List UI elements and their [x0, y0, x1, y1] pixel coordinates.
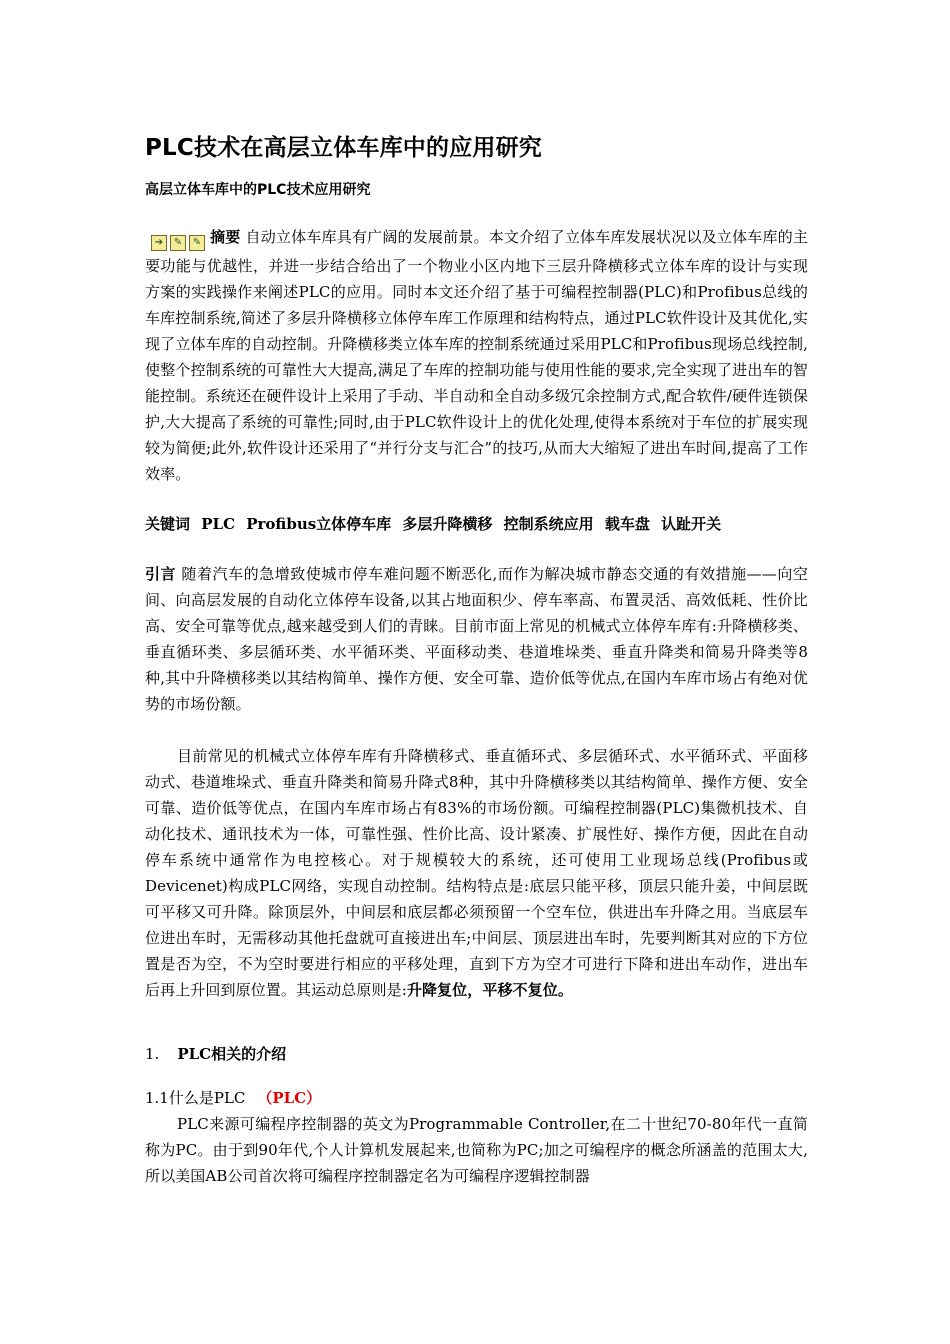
paragraph-text: 目前常见的机械式立体停车库有升降横移式、垂直循环式、多层循环式、水平循环式、平面移动式、巷道堆垛式、垂直升降类和简易升降式8种，其中升降横移类以其结构简单、操作方便、安全可靠、造价低等优点，在国内车库市场占有83%的市场份额。可编程控制器(PLC)集微机技术、自动化技术、通讯技术为一体，可靠性强、性价比高、设计紧凑、扩展性好、操作方便，因此在自动停车系统中通常作为电控核心。对于规模较大的系统，还可使用工业现场总线(Profibus或Devicenet)构成PLC网络，实现自动控制。结构特点是:底层只能平移，顶层只能升姜，中间层既可平移又可升降。除顶层外，中间层和底层都必须预留一个空车位，供进出车升降之用。当底层车位进出车时，无需移动其他托盘就可直接进出车;中间层、顶层进出车时，先要判断其对应的下方位置是否为空，不为空时要进行相应的平移处理，直到下方为空才可进行下降和进出车动作，进出车后再上升回到原位置。其运动总原则是:	[145, 747, 808, 999]
keyword: Profibus立体停车库	[246, 515, 392, 533]
keyword: 载车盘	[604, 515, 650, 533]
section-title: PLC相关的介绍	[177, 1045, 287, 1063]
abstract-paragraph	[145, 224, 808, 487]
paragraph-emphasis: 升降复位，平移不复位。	[406, 981, 573, 999]
section-number: 1.	[145, 1045, 160, 1063]
attachment-icon[interactable]: ✎	[189, 235, 205, 251]
document-content	[145, 128, 808, 1189]
intro-paragraph	[145, 561, 808, 717]
body-paragraph: PLC来源可编程序控制器的英文为Programmable Controller,在二十世纪70-80年代一直简称为PC。由于到90年代,个人计算机发展起来,也简称为PC;加之可编程序的概念所涵盖的范围太大,所以美国AB公司首次将可编程序控制器定名为可编程序逻辑控制器	[145, 1115, 808, 1185]
abstract-icons	[151, 227, 208, 253]
keywords-line	[145, 511, 808, 537]
arrow-icon[interactable]: ➔	[151, 235, 167, 251]
intro-text: 随着汽车的急增致使城市停车难问题不断恶化,而作为解决城市静态交通的有效措施——向空间、向高层发展的自动化立体停车设备,以其占地面积少、停车率高、布置灵活、高效低耗、性价比高、安全可靠等优点,越来越受到人们的青睐。目前市面上常见的机械式立体停车库有:升降横移类、垂直循环类、多层循环类、水平循环类、平面移动类、巷道堆垛类、垂直升降类和简易升降类等8种,其中升降横移类以其结构简单、操作方便、安全可靠、造价低等优点,在国内车库市场占有绝对优势的市场份额。	[145, 565, 808, 713]
abstract-label: 摘要	[210, 228, 241, 246]
body-paragraph	[145, 743, 808, 1003]
section-heading	[145, 1041, 808, 1067]
keyword: 多层升降横移	[402, 515, 493, 533]
subsection-red-tag: （PLC）	[257, 1089, 322, 1107]
subsection-title: 1.1什么是PLC	[145, 1089, 246, 1107]
keywords-label: 关键词	[145, 515, 191, 533]
attachment-icon[interactable]: ✎	[170, 235, 186, 251]
keyword: PLC	[201, 515, 236, 533]
abstract-text: 自动立体车库具有广阔的发展前景。本文介绍了立体车库发展状况以及立体车库的主要功能与优越性，并进一步结合给出了一个物业小区内地下三层升降横移式立体车库的设计与实现方案的实践操作来阐述PLC的应用。同时本文还介绍了基于可编程控制器(PLC)和Profibus总线的车库控制系统,简述了多层升降横移立体停车库工作原理和结构特点，通过PLC软件设计及其优化,实现了立体车库的自动控制。升降横移类立体车库的控制系统通过采用PLC和Profibus现场总线控制,使整个控制系统的可靠性大大提高,满足了车库的控制功能与使用性能的要求,完全实现了进出车的智能控制。系统还在硬件设计上采用了手动、半自动和全自动多级冗余控制方式,配合软件/硬件连锁保护,大大提高了系统的可靠性;同时,由于PLC软件设计上的优化处理,使得本系统对于车位的扩展实现较为简便;此外,软件设计还采用了“并行分支与汇合”的技巧,从而大大缩短了进出车时间,提高了工作效率。	[145, 228, 809, 483]
intro-label: 引言	[145, 565, 177, 583]
keyword: 认趾开关	[661, 515, 722, 533]
page-subtitle: 高层立体车库中的PLC技术应用研究	[145, 182, 371, 198]
page-title: PLC技术在高层立体车库中的应用研究	[145, 135, 542, 161]
subsection-heading	[145, 1085, 808, 1111]
keyword: 控制系统应用	[503, 515, 594, 533]
